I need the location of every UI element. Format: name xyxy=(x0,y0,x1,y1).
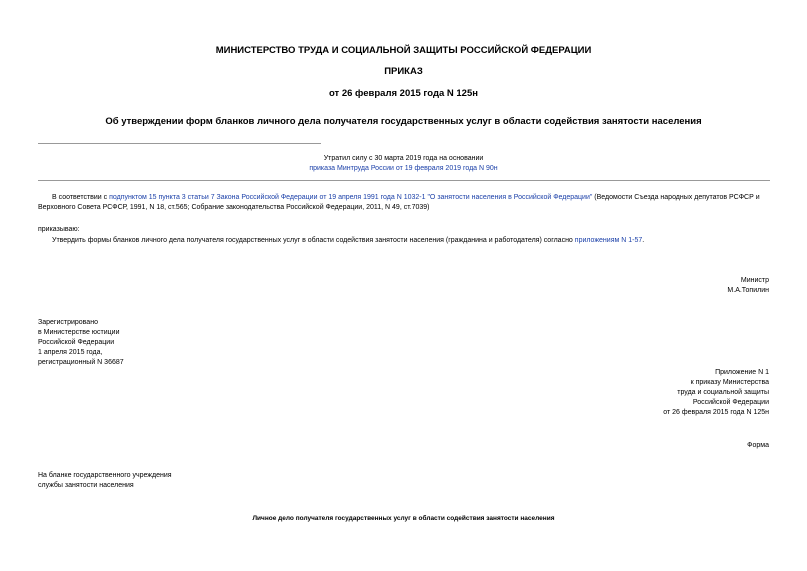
document-type: ПРИКАЗ xyxy=(384,66,423,77)
preamble-text-start: В соответствии с xyxy=(52,194,110,201)
appendix-line: от 26 февраля 2015 года N 125н xyxy=(663,409,769,416)
form-title: Личное дело получателя государственных услуг в области содействия занятости населения xyxy=(252,515,555,522)
preamble-paragraph xyxy=(38,193,770,213)
appendix-line: к приказу Министерства xyxy=(690,379,769,386)
document-date-number: от 26 февраля 2015 года N 125н xyxy=(328,88,478,99)
order-word: приказываю: xyxy=(38,226,80,233)
registration-line: Российской Федерации xyxy=(38,339,115,346)
blank-note-line: На бланке государственного учреждения xyxy=(38,472,172,479)
law-reference-link[interactable]: подпунктом 15 пункта 3 статьи 7 Закона Российской Федерации от 19 апреля 1991 года N 1032-1 "О занятости населения в Российской Федерации" xyxy=(109,194,593,201)
status-note-line2 xyxy=(0,164,807,174)
preamble-text-end: (Ведомости Съезда народных депутатов РСФСР и Верховного Совета РСФСР, 1991, N 18, ст.565; Собрание законодательства Российской Федерации, 2011, N 49, ст.7039) xyxy=(38,194,760,211)
ministry-heading: МИНИСТЕРСТВО ТРУДА И СОЦИАЛЬНОЙ ЗАЩИТЫ РОССИЙСКОЙ ФЕДЕРАЦИИ xyxy=(215,45,592,56)
order-text-end: . xyxy=(642,237,645,244)
document-title: Об утверждении форм бланков личного дела получателя государственных услуг в области содействия занятости населения xyxy=(105,116,702,127)
appendix-block xyxy=(663,368,769,418)
status-note: Утратил силу с 30 марта 2019 года на основании xyxy=(323,155,484,162)
order-text: Утвердить формы бланков личного дела получателя государственных услуг в области содействия занятости населения (гражданина и работодателя) согласно xyxy=(52,237,575,244)
signature-name: М.А.Топилин xyxy=(727,287,769,294)
divider-top xyxy=(38,143,321,144)
registration-line: Зарегистрировано xyxy=(38,319,98,326)
registration-line: 1 апреля 2015 года, xyxy=(38,349,103,356)
registration-line: в Министерстве юстиции xyxy=(38,329,120,336)
registration-line: регистрационный N 36687 xyxy=(38,359,124,366)
divider-bottom xyxy=(38,180,770,181)
appendix-line: труда и социальной защиты xyxy=(677,389,769,396)
registration-block xyxy=(38,318,124,368)
form-label: Форма xyxy=(747,442,769,449)
appendix-line: Приложение N 1 xyxy=(715,369,769,376)
appendix-line: Российской Федерации xyxy=(692,399,769,406)
status-link[interactable]: приказа Минтруда России от 19 февраля 2019 года N 90н xyxy=(309,165,498,172)
appendices-link[interactable]: приложениям N 1-57 xyxy=(574,237,643,244)
blank-note-line: службы занятости населения xyxy=(38,482,134,489)
blank-note-block xyxy=(38,471,172,491)
order-paragraph xyxy=(38,236,770,246)
signature-position: Министр xyxy=(740,277,769,284)
signature-block xyxy=(727,276,769,296)
